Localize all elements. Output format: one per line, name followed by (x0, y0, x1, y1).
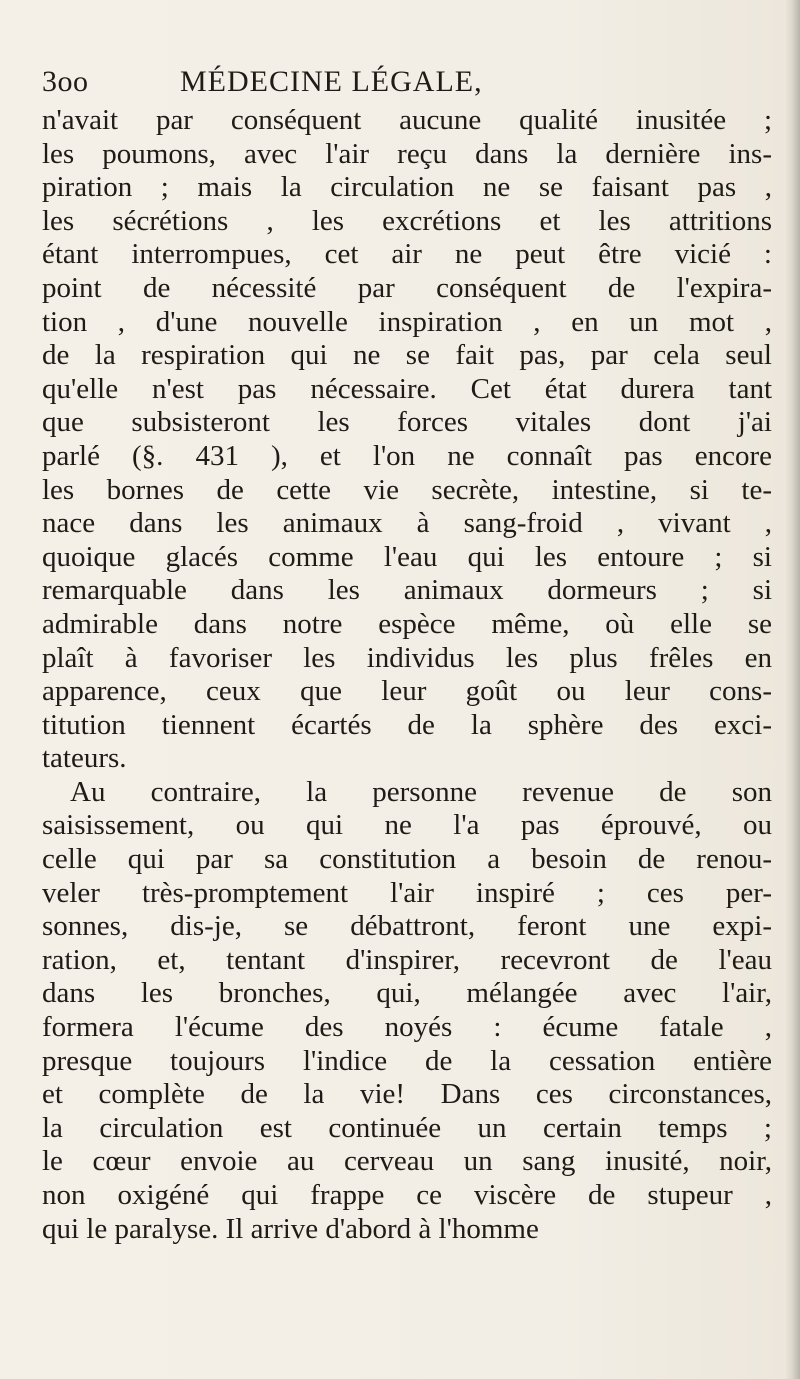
text-line: apparence, ceux que leur goût ou leur cons- (42, 675, 772, 708)
page-edge-shadow (786, 0, 800, 1379)
text-line: remarquable dans les animaux dormeurs ; si (42, 574, 772, 607)
text-line: presque toujours l'indice de la cessation entière (42, 1044, 772, 1077)
running-title: MÉDECINE LÉGALE, (180, 65, 483, 98)
text-line: la circulation est continuée un certain temps ; (42, 1111, 772, 1144)
text-line: formera l'écume des noyés : écume fatale , (42, 1011, 772, 1044)
text-line: le cœur envoie au cerveau un sang inusité, noir, (42, 1145, 772, 1178)
text-line: point de nécessité par conséquent de l'expira- (42, 271, 772, 304)
text-line: les poumons, avec l'air reçu dans la dernière ins- (42, 137, 772, 170)
text-line: nace dans les animaux à sang-froid , vivant , (42, 507, 772, 540)
text-line: plaît à favoriser les individus les plus frêles en (42, 641, 772, 674)
text-line: étant interrompues, cet air ne peut être vicié : (42, 238, 772, 271)
text-line: celle qui par sa constitution a besoin de renou- (42, 843, 772, 876)
text-line: sonnes, dis-je, se débattront, feront une expi- (42, 910, 772, 943)
text-line: parlé (§. 431 ), et l'on ne connaît pas encore (42, 439, 772, 472)
page-body (42, 104, 772, 1246)
page-number: 3oo (42, 65, 89, 98)
text-line: qu'elle n'est pas nécessaire. Cet état durera tant (42, 372, 772, 405)
text-line: titution tiennent écartés de la sphère des exci- (42, 708, 772, 741)
text-line: ration, et, tentant d'inspirer, recevront de l'eau (42, 943, 772, 976)
running-head (42, 66, 762, 98)
text-line: que subsisteront les forces vitales dont j'ai (42, 406, 772, 439)
text-line: les bornes de cette vie secrète, intestine, si te- (42, 473, 772, 506)
text-line: tion , d'une nouvelle inspiration , en un mot , (42, 305, 772, 338)
text-line: saisissement, ou qui ne l'a pas éprouvé, ou (42, 809, 772, 842)
text-line: tateurs. (42, 742, 127, 775)
text-line: n'avait par conséquent aucune qualité inusitée ; (42, 104, 772, 136)
text-line: non oxigéné qui frappe ce viscère de stupeur , (42, 1179, 772, 1211)
text-line: les sécrétions , les excrétions et les attritions (42, 204, 772, 237)
text-line: admirable dans notre espèce même, où elle se (42, 607, 772, 640)
text-line: quoique glacés comme l'eau qui les entoure ; si (42, 540, 772, 573)
text-line: piration ; mais la circulation ne se faisant pas , (42, 171, 772, 204)
text-line: de la respiration qui ne se fait pas, par cela seul (42, 339, 772, 372)
text-line: Au contraire, la personne revenue de son (70, 775, 772, 808)
text-line: et complète de la vie! Dans ces circonstances, (42, 1078, 772, 1111)
text-line: dans les bronches, qui, mélangée avec l'air, (42, 977, 772, 1010)
text-line: veler très-promptement l'air inspiré ; ces per- (42, 876, 772, 909)
text-line: qui le paralyse. Il arrive d'abord à l'homme (42, 1212, 539, 1245)
